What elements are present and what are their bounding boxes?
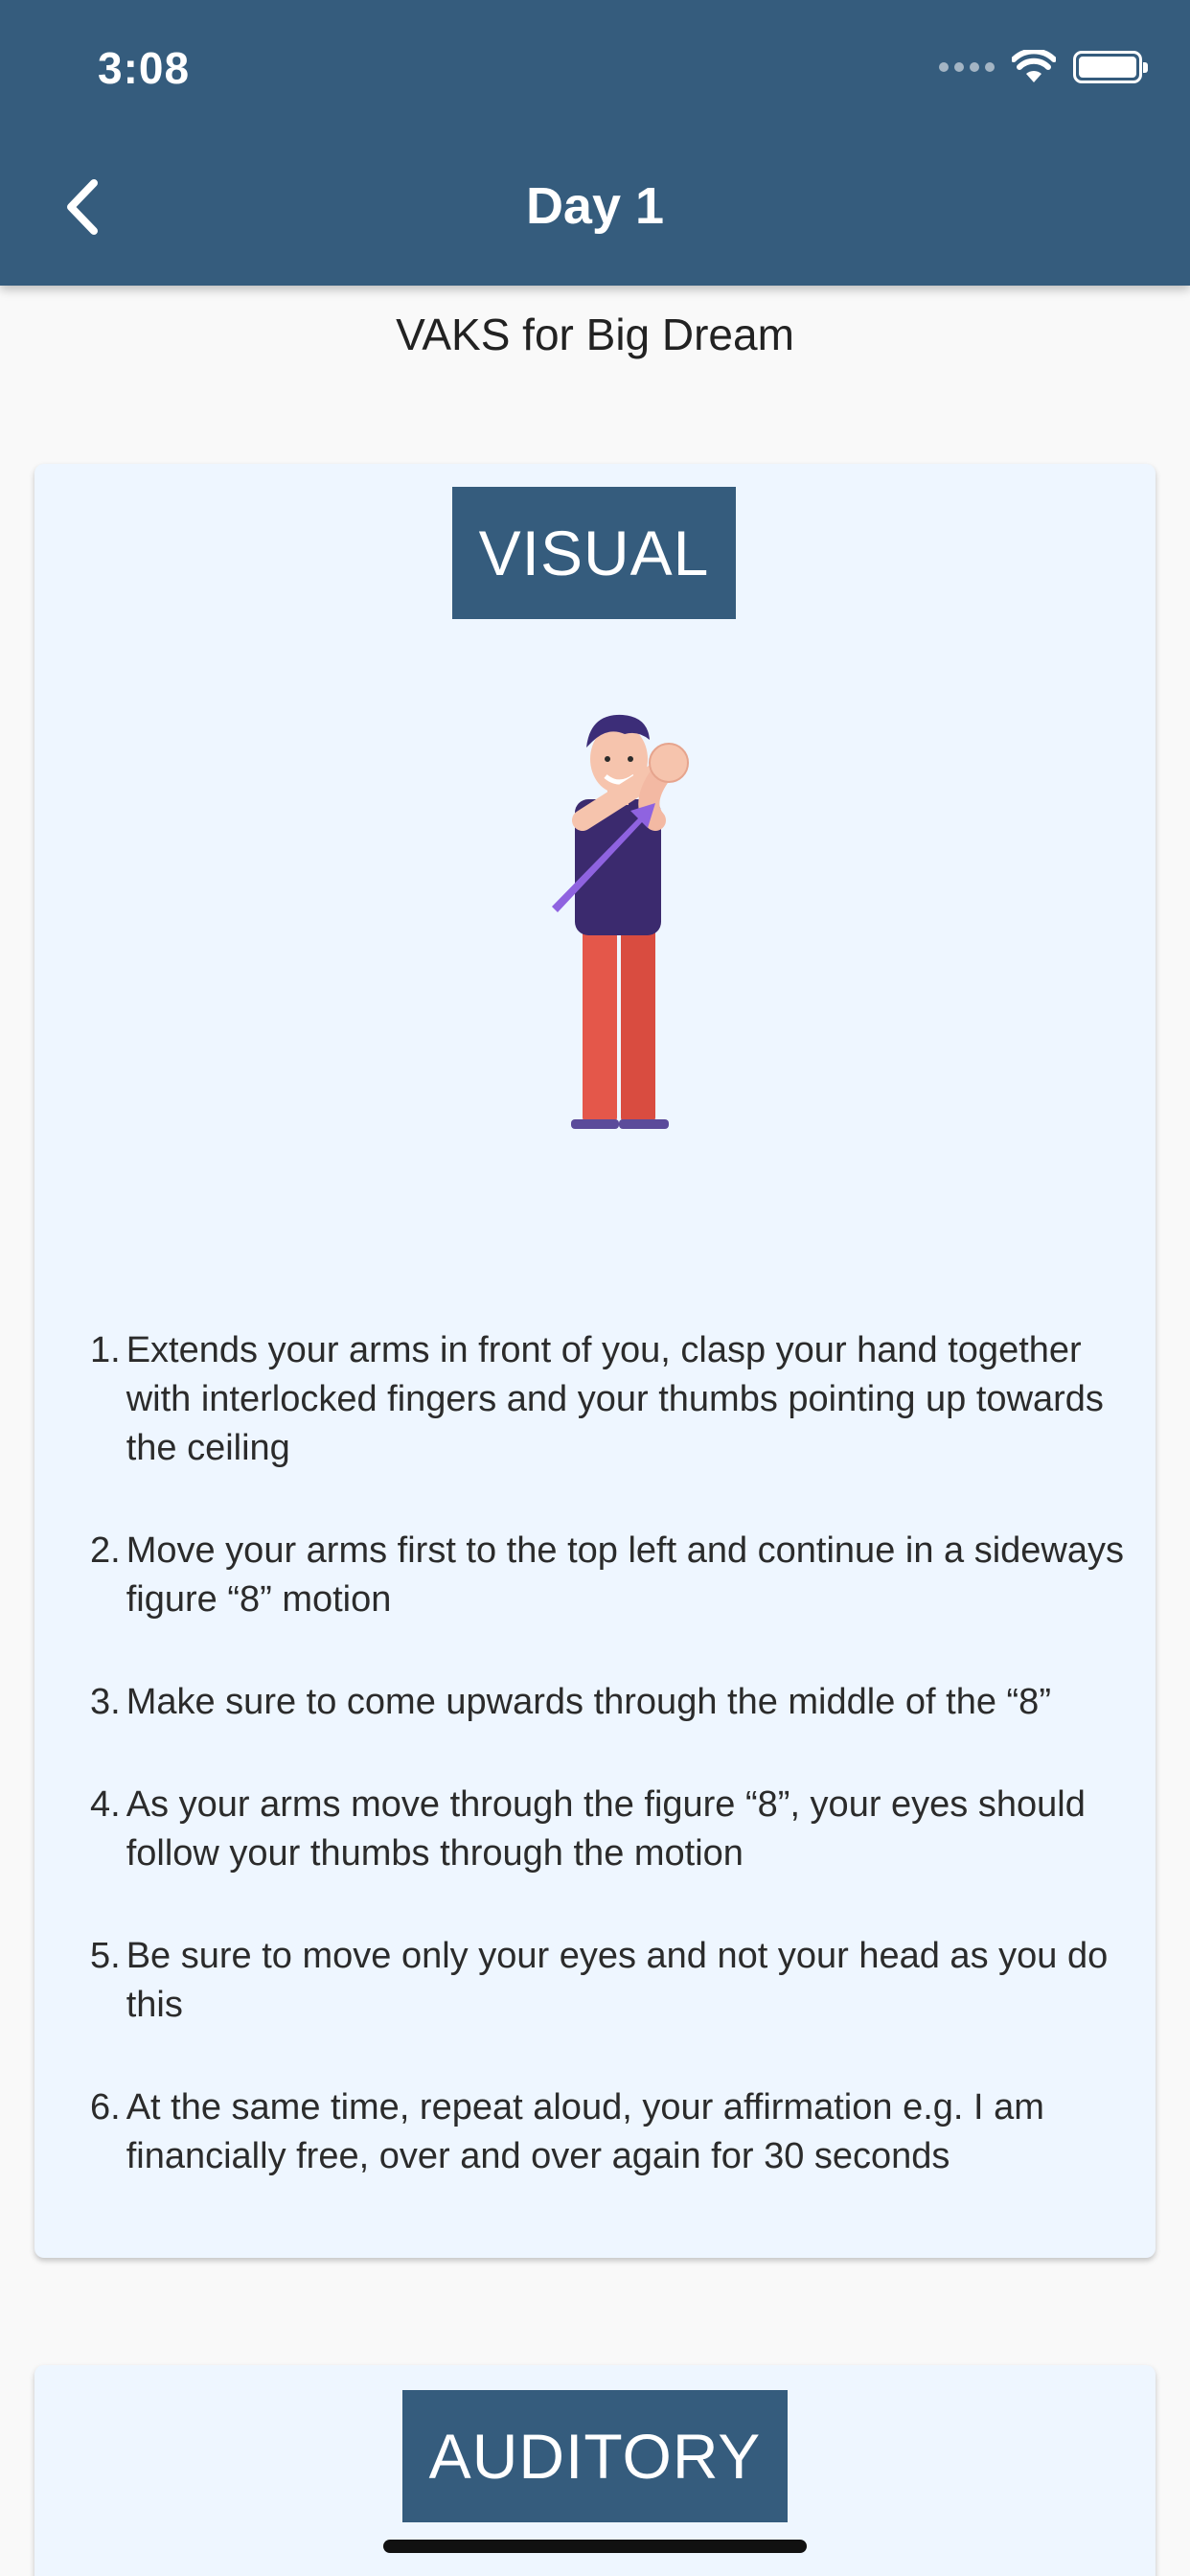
step-text: Extends your arms in front of you, clasp your hand together with interlocked fingers and your thumbs pointing up towards the ceiling — [126, 1330, 1104, 1468]
step-number: 2. — [90, 1530, 121, 1571]
section-tag-auditory: AUDITORY — [402, 2390, 788, 2522]
page-title: Day 1 — [525, 177, 665, 235]
list-item — [54, 1527, 1136, 1624]
step-number: 1. — [90, 1330, 121, 1370]
exercise-illustration — [494, 705, 744, 1146]
list-item — [54, 1781, 1136, 1878]
visual-card — [34, 464, 1156, 2258]
step-text: Be sure to move only your eyes and not your head as you do this — [126, 1936, 1109, 2025]
step-number: 3. — [90, 1682, 121, 1722]
list-item — [54, 1326, 1136, 1473]
home-indicator[interactable] — [383, 2540, 807, 2553]
section-tag-visual: VISUAL — [452, 487, 736, 619]
steps-list — [54, 1326, 1136, 2235]
header-bar — [0, 0, 1190, 286]
battery-icon — [1073, 51, 1142, 83]
list-item — [54, 1678, 1136, 1727]
cellular-signal-icon — [939, 62, 995, 72]
status-time: 3:08 — [98, 43, 191, 93]
wifi-icon — [1012, 50, 1056, 84]
step-text: At the same time, repeat aloud, your affirmation e.g. I am financially free, over and over again for 30 seconds — [126, 2087, 1044, 2176]
list-item — [54, 1932, 1136, 2030]
step-text: Move your arms first to the top left and continue in a sideways figure “8” motion — [126, 1530, 1124, 1620]
page-subtitle: VAKS for Big Dream — [396, 310, 794, 359]
step-number: 5. — [90, 1936, 121, 1976]
status-icons — [939, 50, 1142, 84]
step-text: Make sure to come upwards through the middle of the “8” — [126, 1682, 1051, 1722]
step-number: 4. — [90, 1784, 121, 1825]
step-number: 6. — [90, 2087, 121, 2128]
step-text: As your arms move through the figure “8”, your eyes should follow your thumbs through the motion — [126, 1784, 1086, 1874]
list-item — [54, 2083, 1136, 2181]
